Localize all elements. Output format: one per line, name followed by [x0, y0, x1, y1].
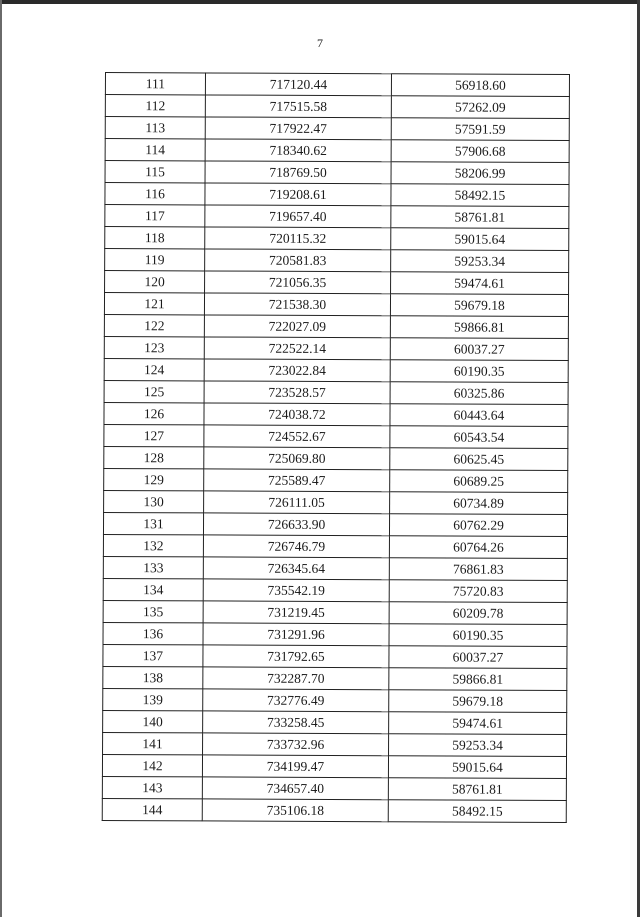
point-number-cell: 123 [104, 336, 204, 358]
y-coordinate-cell: 58492.15 [388, 800, 566, 823]
x-coordinate-cell: 723022.84 [204, 359, 390, 382]
x-coordinate-cell: 735106.18 [202, 799, 388, 822]
table-row [102, 798, 566, 822]
point-number-cell: 127 [104, 424, 204, 446]
x-coordinate-cell: 722027.09 [204, 315, 390, 338]
x-coordinate-cell: 725589.47 [204, 469, 390, 492]
y-coordinate-cell: 59474.61 [391, 272, 569, 295]
y-coordinate-cell: 60037.27 [389, 646, 567, 669]
table-row [104, 293, 568, 317]
point-number-cell: 131 [103, 512, 203, 534]
point-number-cell: 143 [102, 776, 202, 798]
y-coordinate-cell: 76861.83 [389, 558, 567, 581]
table-row [105, 117, 569, 141]
y-coordinate-cell: 60689.25 [390, 470, 568, 493]
table-row [105, 249, 569, 273]
table-row [104, 424, 568, 448]
point-number-cell: 113 [105, 117, 205, 139]
y-coordinate-cell: 58206.99 [391, 162, 569, 185]
x-coordinate-cell: 719657.40 [205, 205, 391, 228]
x-coordinate-cell: 726633.90 [203, 513, 389, 536]
x-coordinate-cell: 725069.80 [204, 447, 390, 470]
x-coordinate-cell: 718769.50 [205, 161, 391, 184]
y-coordinate-cell: 58492.15 [391, 184, 569, 207]
point-number-cell: 132 [103, 534, 203, 556]
table-row [104, 490, 568, 514]
point-number-cell: 138 [103, 666, 203, 688]
table-row [104, 468, 568, 492]
table-row [102, 776, 566, 800]
point-number-cell: 120 [105, 271, 205, 293]
point-number-cell: 125 [104, 380, 204, 402]
x-coordinate-cell: 719208.61 [205, 183, 391, 206]
y-coordinate-cell: 60190.35 [389, 624, 567, 647]
y-coordinate-cell: 57906.68 [391, 140, 569, 163]
scan-edge-top [0, 0, 640, 4]
point-number-cell: 144 [102, 798, 202, 820]
x-coordinate-cell: 718340.62 [205, 139, 391, 162]
x-coordinate-cell: 720115.32 [205, 227, 391, 250]
x-coordinate-cell: 734657.40 [202, 777, 388, 800]
point-number-cell: 121 [104, 293, 204, 315]
point-number-cell: 135 [103, 600, 203, 622]
x-coordinate-cell: 721538.30 [204, 293, 390, 316]
point-number-cell: 137 [103, 644, 203, 666]
point-number-cell: 122 [104, 314, 204, 336]
table-row [102, 754, 566, 778]
point-number-cell: 116 [105, 183, 205, 205]
x-coordinate-cell: 717120.44 [205, 73, 391, 96]
y-coordinate-cell: 60037.27 [390, 338, 568, 361]
x-coordinate-cell: 731792.65 [203, 645, 389, 668]
table-row [104, 314, 568, 338]
table-row [103, 512, 567, 536]
coordinates-table [102, 72, 570, 823]
point-number-cell: 126 [104, 402, 204, 424]
y-coordinate-cell: 60209.78 [389, 602, 567, 625]
x-coordinate-cell: 717922.47 [205, 117, 391, 140]
y-coordinate-cell: 59866.81 [389, 668, 567, 691]
x-coordinate-cell: 731291.96 [203, 623, 389, 646]
point-number-cell: 134 [103, 578, 203, 600]
point-number-cell: 130 [104, 490, 204, 512]
table-row [105, 227, 569, 251]
point-number-cell: 119 [105, 249, 205, 271]
y-coordinate-cell: 60625.45 [390, 448, 568, 471]
x-coordinate-cell: 735542.19 [203, 579, 389, 602]
table-row [103, 644, 567, 668]
point-number-cell: 115 [105, 161, 205, 183]
table-row [105, 183, 569, 207]
table-row [103, 556, 567, 580]
table-row [103, 732, 567, 756]
x-coordinate-cell: 731219.45 [203, 601, 389, 624]
y-coordinate-cell: 59015.64 [391, 228, 569, 251]
y-coordinate-cell: 60734.89 [390, 492, 568, 515]
y-coordinate-cell: 59253.34 [389, 734, 567, 757]
point-number-cell: 140 [103, 710, 203, 732]
page-number: 7 [317, 36, 323, 50]
point-number-cell: 141 [103, 732, 203, 754]
table-row [104, 446, 568, 470]
x-coordinate-cell: 734199.47 [202, 755, 388, 778]
y-coordinate-cell: 58761.81 [391, 206, 569, 229]
coordinates-table-body [102, 73, 569, 823]
point-number-cell: 114 [105, 139, 205, 161]
table-row [104, 402, 568, 426]
x-coordinate-cell: 726111.05 [204, 491, 390, 514]
table-row [103, 578, 567, 602]
table-row [103, 666, 567, 690]
table-row [105, 271, 569, 295]
y-coordinate-cell: 60190.35 [390, 360, 568, 383]
table-row [105, 139, 569, 163]
y-coordinate-cell: 59866.81 [390, 316, 568, 339]
point-number-cell: 117 [105, 205, 205, 227]
x-coordinate-cell: 721056.35 [205, 271, 391, 294]
x-coordinate-cell: 733258.45 [203, 711, 389, 734]
x-coordinate-cell: 717515.58 [205, 95, 391, 118]
y-coordinate-cell: 56918.60 [391, 74, 569, 97]
y-coordinate-cell: 60762.29 [389, 514, 567, 537]
y-coordinate-cell: 58761.81 [388, 778, 566, 801]
point-number-cell: 129 [104, 468, 204, 490]
table-row [105, 95, 569, 119]
table-row [103, 600, 567, 624]
x-coordinate-cell: 732776.49 [203, 689, 389, 712]
y-coordinate-cell: 59015.64 [388, 756, 566, 779]
point-number-cell: 136 [103, 622, 203, 644]
table-row [103, 688, 567, 712]
point-number-cell: 118 [105, 227, 205, 249]
table-row [103, 622, 567, 646]
point-number-cell: 112 [105, 95, 205, 117]
table-row [103, 534, 567, 558]
x-coordinate-cell: 722522.14 [204, 337, 390, 360]
x-coordinate-cell: 724038.72 [204, 403, 390, 426]
x-coordinate-cell: 724552.67 [204, 425, 390, 448]
x-coordinate-cell: 720581.83 [205, 249, 391, 272]
y-coordinate-cell: 59679.18 [389, 690, 567, 713]
y-coordinate-cell: 59679.18 [390, 294, 568, 317]
table-row [104, 358, 568, 382]
x-coordinate-cell: 732287.70 [203, 667, 389, 690]
table-row [103, 710, 567, 734]
scan-edge-left [0, 0, 2, 917]
point-number-cell: 111 [105, 73, 205, 95]
point-number-cell: 139 [103, 688, 203, 710]
point-number-cell: 124 [104, 358, 204, 380]
y-coordinate-cell: 57591.59 [391, 118, 569, 141]
x-coordinate-cell: 726345.64 [203, 557, 389, 580]
y-coordinate-cell: 60443.64 [390, 404, 568, 427]
point-number-cell: 128 [104, 446, 204, 468]
point-number-cell: 142 [102, 754, 202, 776]
y-coordinate-cell: 59253.34 [391, 250, 569, 273]
table-row [105, 205, 569, 229]
x-coordinate-cell: 733732.96 [203, 733, 389, 756]
table-row [105, 73, 569, 97]
table-row [104, 336, 568, 360]
x-coordinate-cell: 726746.79 [203, 535, 389, 558]
y-coordinate-cell: 75720.83 [389, 580, 567, 603]
table-row [104, 380, 568, 404]
x-coordinate-cell: 723528.57 [204, 381, 390, 404]
y-coordinate-cell: 60543.54 [390, 426, 568, 449]
y-coordinate-cell: 57262.09 [391, 96, 569, 119]
y-coordinate-cell: 60325.86 [390, 382, 568, 405]
point-number-cell: 133 [103, 556, 203, 578]
y-coordinate-cell: 60764.26 [389, 536, 567, 559]
y-coordinate-cell: 59474.61 [389, 712, 567, 735]
table-row [105, 161, 569, 185]
